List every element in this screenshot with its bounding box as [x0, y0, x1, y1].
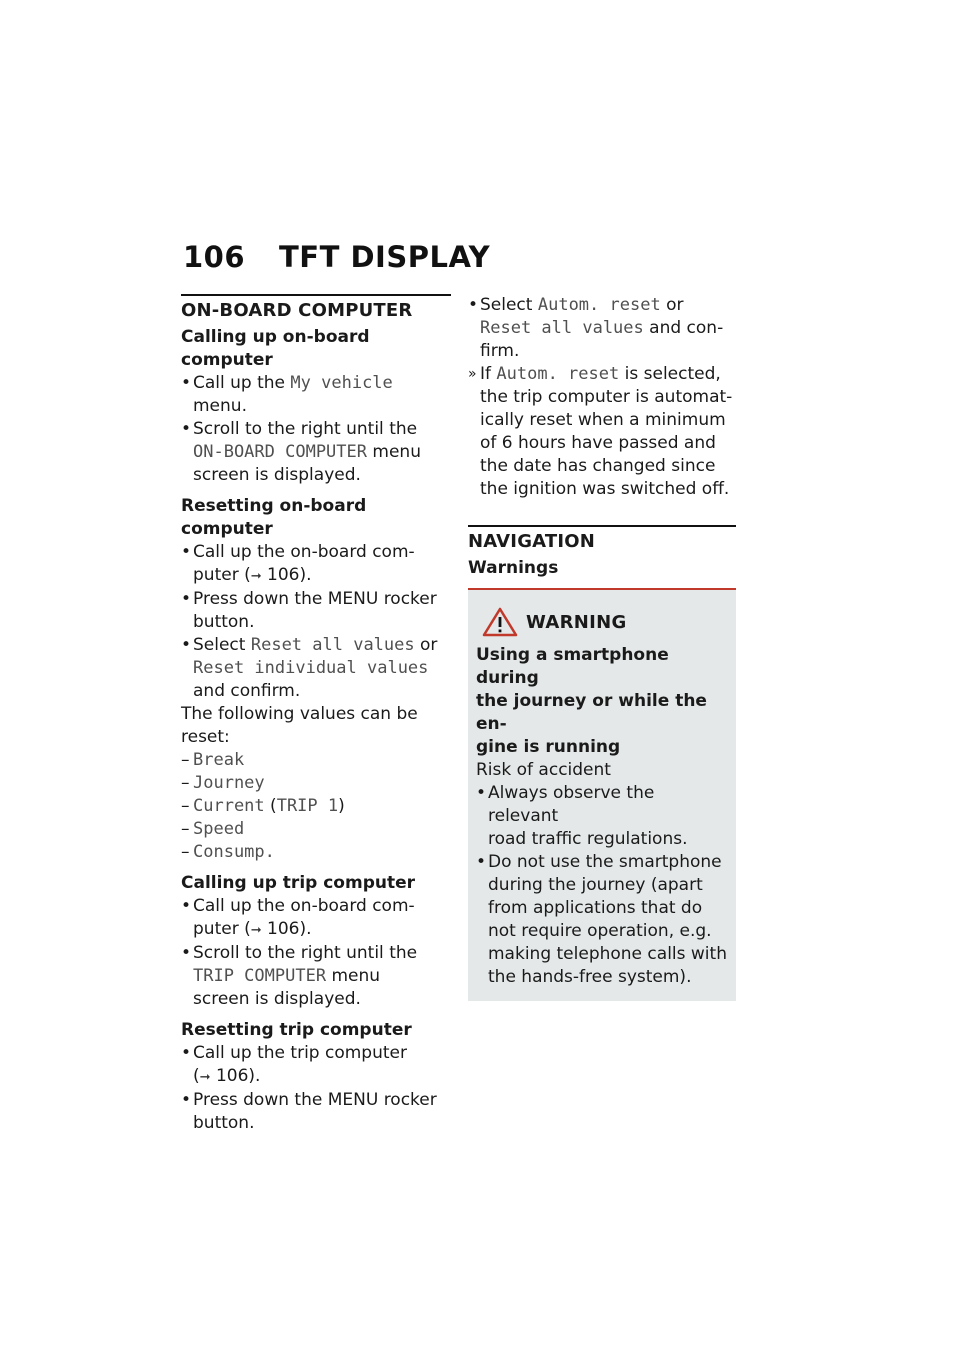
text: the ignition was switched off.: [480, 479, 730, 499]
value-item: [181, 749, 451, 772]
text: is selected,: [619, 364, 721, 384]
text: Call up the on-board com-: [193, 542, 415, 562]
text: the trip computer is automat-: [480, 387, 733, 407]
text: gine is running: [476, 737, 621, 757]
page-reference: 106).: [267, 919, 312, 939]
heading-calling-onboard: Calling up on-board computer: [181, 327, 370, 370]
menu-option: Autom. reset: [537, 295, 661, 315]
menu-name: TRIP COMPUTER: [193, 966, 327, 986]
left-column: [181, 294, 451, 1135]
text: menu.: [193, 396, 247, 416]
text: and confirm.: [193, 681, 301, 701]
text: Do not use the smartphone: [488, 852, 722, 872]
text: Select: [480, 295, 538, 315]
page-header: [183, 240, 490, 274]
heading-warnings: Warnings: [468, 558, 559, 578]
text: during the journey (apart: [488, 875, 703, 895]
text: puter (: [193, 565, 251, 585]
bullet-reset-call: [181, 541, 451, 588]
value-name: Journey: [193, 773, 265, 793]
value-name: Consump.: [193, 842, 275, 862]
warning-title: WARNING: [526, 611, 627, 633]
menu-name: My vehicle: [290, 373, 393, 393]
text: (: [264, 796, 277, 816]
value-item: [181, 841, 451, 864]
warning-box: [468, 588, 736, 1001]
bullet-call-my-vehicle: [181, 372, 451, 418]
menu-option: Reset individual values: [193, 658, 429, 678]
section-title-navigation: NAVIGATION: [468, 525, 736, 553]
text: Scroll to the right until the: [193, 943, 418, 963]
text: ically reset when a minimum: [480, 410, 726, 430]
text: Press down the MENU rocker: [193, 1090, 437, 1110]
value-item: [181, 795, 451, 818]
right-column: [468, 294, 736, 1001]
page-reference: 106).: [267, 565, 312, 585]
warning-triangle-icon: [482, 607, 518, 637]
text: and con-: [643, 318, 724, 338]
text: button.: [193, 1113, 255, 1133]
heading-calling-trip: Calling up trip computer: [181, 873, 416, 893]
text: firm.: [480, 341, 520, 361]
warning-risk: Risk of accident: [476, 760, 611, 780]
page-number: 106: [183, 240, 246, 274]
bullet-reset-trip-call: [181, 1042, 451, 1089]
text: Scroll to the right until the: [193, 419, 418, 439]
value-name: Current: [193, 796, 265, 816]
text: of 6 hours have passed and: [480, 433, 716, 453]
value-item: [181, 818, 451, 841]
text: (: [193, 1066, 200, 1086]
menu-name: ON-BOARD COMPUTER: [193, 442, 367, 462]
text: Call up the: [193, 373, 291, 393]
section-title-onboard: ON-BOARD COMPUTER: [181, 294, 451, 322]
heading-resetting-trip: Resetting trip computer: [181, 1020, 412, 1040]
text: the journey or while the en-: [476, 691, 707, 734]
text: The following values can be: [181, 704, 418, 724]
text: Call up the on-board com-: [193, 896, 415, 916]
arrow-reference-icon: ➞: [199, 1070, 211, 1085]
text: from applications that do: [488, 898, 703, 918]
bullet-press-menu: [181, 588, 451, 634]
text: ): [338, 796, 345, 816]
result-autom-reset: [468, 363, 736, 501]
bullet-select-autom: [468, 294, 736, 363]
text: menu: [326, 966, 381, 986]
text: or: [660, 295, 684, 315]
text: screen is displayed.: [193, 465, 361, 485]
text: road traffic regulations.: [488, 829, 688, 849]
menu-option: Reset all values: [250, 635, 415, 655]
following-values-text: [181, 703, 451, 749]
text: screen is displayed.: [193, 989, 361, 1009]
warning-bullet: [476, 782, 728, 851]
text: If: [480, 364, 497, 384]
heading-resetting-onboard: Resetting on-board computer: [181, 496, 367, 539]
bullet-trip-scroll: [181, 942, 451, 1011]
text: making telephone calls with: [488, 944, 727, 964]
warning-bullet: [476, 851, 728, 989]
bullet-select-reset: [181, 634, 451, 703]
value-item: [181, 772, 451, 795]
bullet-trip-call: [181, 895, 451, 942]
text: or: [414, 635, 438, 655]
text: the hands-free system).: [488, 967, 692, 987]
text: Using a smartphone during: [476, 645, 669, 688]
warning-header: [476, 600, 728, 644]
menu-option: Reset all values: [480, 318, 644, 338]
text: the date has changed since: [480, 456, 716, 476]
page-reference: 106).: [215, 1066, 261, 1086]
text: button.: [193, 612, 255, 632]
value-name: TRIP 1: [276, 796, 339, 816]
text: menu: [367, 442, 421, 462]
text: puter (: [193, 919, 251, 939]
text: not require operation, e.g.: [488, 921, 712, 941]
value-name: Break: [193, 750, 245, 770]
text: Select: [193, 635, 251, 655]
text: Always observe the relevant: [488, 783, 655, 826]
arrow-reference-icon: ➞: [250, 923, 262, 938]
value-name: Speed: [193, 819, 245, 839]
arrow-reference-icon: ➞: [250, 569, 262, 584]
text: Call up the trip computer: [193, 1043, 407, 1063]
bullet-reset-trip-press: [181, 1089, 451, 1135]
menu-option: Autom. reset: [496, 364, 620, 384]
text: reset:: [181, 727, 230, 747]
bullet-scroll-onboard: [181, 418, 451, 487]
page-title: TFT DISPLAY: [279, 240, 491, 274]
text: Press down the MENU rocker: [193, 589, 437, 609]
warning-heading: [476, 644, 728, 759]
